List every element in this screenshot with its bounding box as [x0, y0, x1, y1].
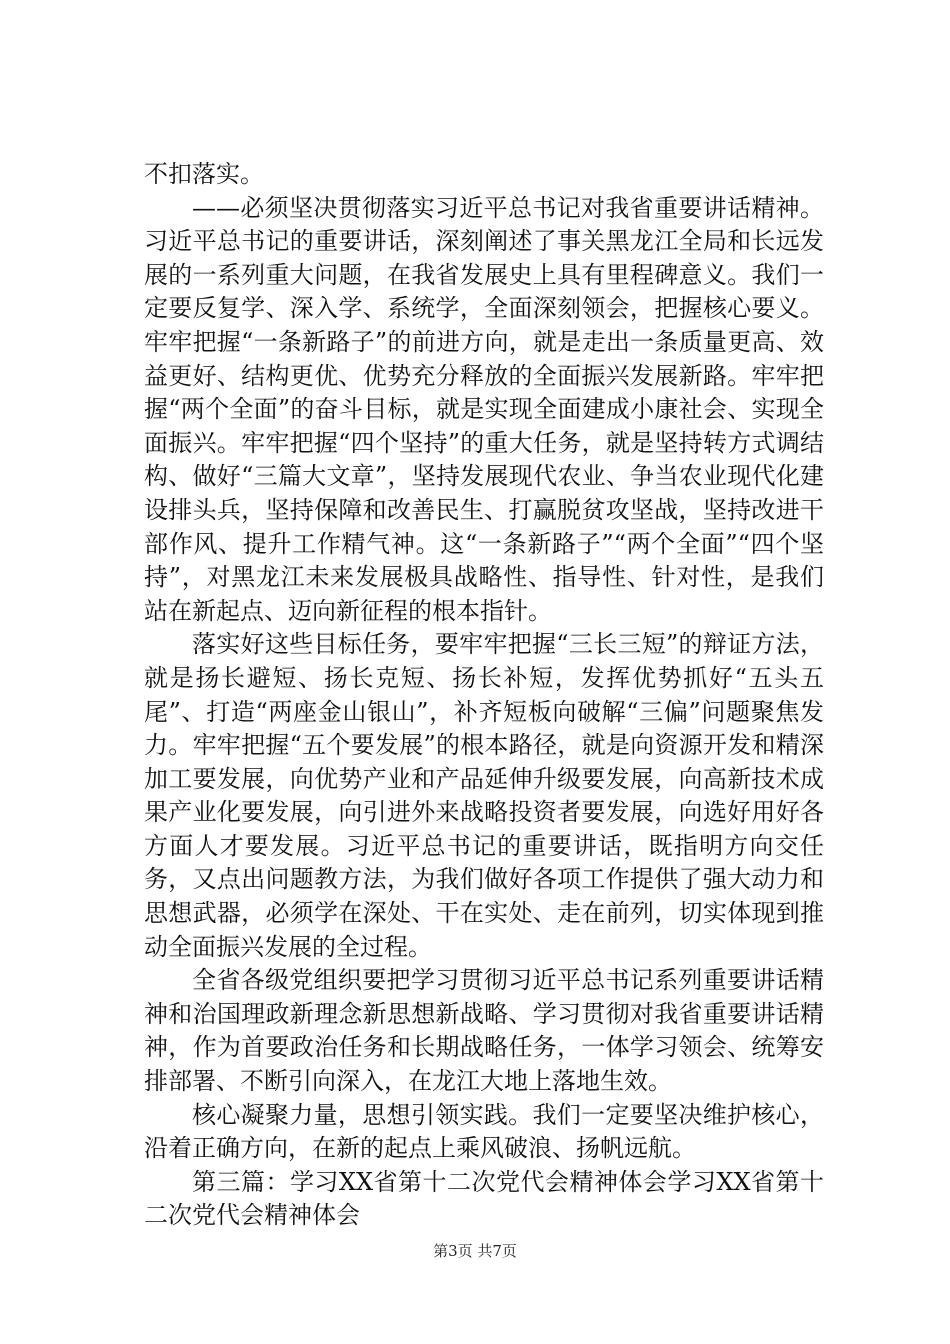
paragraph-5: 核心凝聚力量，思想引领实践。我们一定要坚决维护核心，沿着正确方向，在新的起点上乘风破浪、扬帆远航。: [144, 1100, 824, 1163]
paragraph-2: ——必须坚决贯彻落实习近平总书记对我省重要讲话精神。习近平总书记的重要讲话，深刻阐述了事关黑龙江全局和长远发展的一系列重大问题，在我省发展史上具有里程碑意义。我们一定要反复学、深入学、系统学，全面深刻领会，把握核心要义。牢牢把握“一条新路子”的前进方向，就是走出一条质量更高、效益更好、结构更优、优势充分释放的全面振兴发展新路。牢牢把握“两个全面”的奋斗目标，就是实现全面建成小康社会、实现全面振兴。牢牢把握“四个坚持”的重大任务，就是坚持转方式调结构、做好“三篇大文章”，坚持发展现代农业、争当农业现代化建设排头兵，坚持保障和改善民生、打赢脱贫攻坚战，坚持改进干部作风、提升工作精气神。这“一条新路子”“两个全面”“四个坚持”，对黑龙江未来发展极具战略性、指导性、针对性，是我们站在新起点、迈向新征程的根本指针。: [144, 193, 824, 625]
section-heading: 第三篇：学习XX省第十二次党代会精神体会学习XX省第十二次党代会精神体会: [144, 1167, 824, 1230]
paragraph-1: 不扣落实。: [144, 160, 264, 188]
page-number: 第3页 共7页: [433, 1242, 517, 1260]
paragraph-3: 落实好这些目标任务，要牢牢把握“三长三短”的辩证方法，就是扬长避短、扬长克短、扬长补短，发挥优势抓好“五头五尾”、打造“两座金山银山”，补齐短板向破解“三偏”问题聚焦发力。牢牢把握“五个要发展”的根本路径，就是向资源开发和精深加工要发展，向优势产业和产品延伸升级要发展，向高新技术成果产业化要发展，向引进外来战略投资者要发展，向选好用好各方面人才要发展。习近平总书记的重要讲话，既指明方向交任务，又点出问题教方法，为我们做好各项工作提供了强大动力和思想武器，必须学在深处、干在实处、走在前列，切实体现到推动全面振兴发展的全过程。: [144, 630, 824, 961]
page-footer: [0, 1240, 950, 1261]
document-body: [144, 158, 824, 1233]
paragraph-4: 全省各级党组织要把学习贯彻习近平总书记系列重要讲话精神和治国理政新理念新思想新战略、学习贯彻对我省重要讲话精神，作为首要政治任务和长期战略任务，一体学习领会、统筹安排部署、不断引向深入，在龙江大地上落地生效。: [144, 966, 824, 1096]
